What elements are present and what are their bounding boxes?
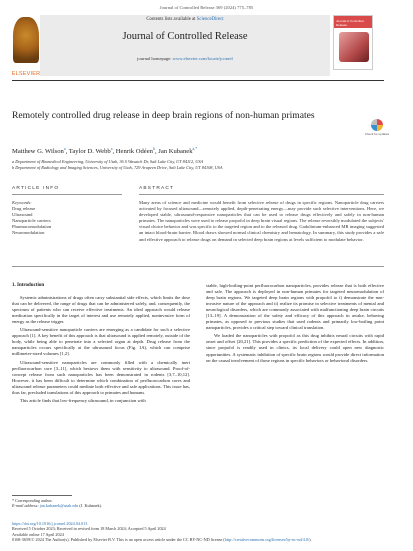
email-note: E-mail address: jan.kubanek@utah.edu (J. Kubanek). (12, 503, 103, 509)
cover-image (339, 32, 369, 62)
elsevier-wordmark: ELSEVIER (11, 71, 41, 77)
crossmark-label: Check for updates (364, 132, 390, 136)
body-paragraph: stable, high-boiling-point perfluorocarbon nanoparticles, provides release that is both effective and safe. The approach is deployed in non-human primates for targeted neuromodulation of deep brain regions. We targeted deep brain regions with propofol to i) demonstrate the non-invasive nature of the approach and ii) realize its promise in selective treatments of mental and neurological disorders, which are commonly associated with malfunctioning deep brain circuits [13–19]. A demonstration of the safety and efficacy of this approach in awake, behaving primates, as opposed to previous studies that used rodents and primarily low-boiling point nanoparticles, provides a critical step toward clinical translation. (206, 283, 384, 331)
affiliation-b: b Department of Radiology and Imaging Sciences, University of Utah, 729 Arapeen Drive, Salt Lake City, UT 84108, USA (12, 165, 223, 170)
publication-dates: Received 5 October 2023; Received in revised form 18 March 2024; Accepted 5 April 2024 (12, 526, 166, 532)
author-name[interactable]: Taylor D. Webb (68, 148, 111, 156)
license-link[interactable]: http://creativecommons.org/licenses/by-nc-nd/4.0/ (224, 537, 310, 543)
tree-logo-icon (13, 17, 39, 63)
publication-info (12, 521, 392, 543)
author-list: Matthew G. Wilson$^a$, Taylor D. Webb$^a$, Henrik Odéen$^b$, Jan Kubanek$^{a,*}$ (12, 146, 198, 156)
keyword: Drug release (12, 206, 36, 211)
abstract-rule (12, 266, 384, 267)
keyword: Neuromodulation (12, 230, 45, 235)
elsevier-logo (12, 15, 40, 77)
author-name[interactable]: Henrik Odéen (115, 148, 153, 156)
crossmark-icon[interactable] (371, 119, 383, 131)
body-column-right (206, 283, 384, 366)
abstract-text: Many areas of science and medicine would benefit from selective release of drugs in specific regions. Nanoparticle drug carriers activated by focused ultrasound—remotely applied, depth-penetrating energy—may provide such selective interventions. Here, we developed stable, ultrasound-responsive nanoparticles that can be used to release drugs effectively and safely in non-human primates. The nanoparticles were used to release propofol in deep brain visual regions. The release reversibly modulated the subjects' visual choice behavior and was specific to the targeted region and to the released drug. Gadolinium-enhanced MR imaging suggested an intact blood-brain barrier. Blood draws showed normal clinical chemistry and hematology. In summary, this study provides a safe and effective approach to release drugs on demand in selected deep brain regions at levels sufficient to modulate behavior. (139, 200, 384, 242)
keyword: Ultrasound (12, 212, 33, 217)
doi-link[interactable]: https://doi.org/10.1016/j.jconrel.2024.04.013 (12, 521, 88, 526)
journal-header-box (40, 15, 330, 76)
body-paragraph: Ultrasound-sensitive nanoparticles are commonly filled with a chemically inert perfluorocarbon core [3–11], which bestows them with sensitivity to ultrasound. Proof-of-concept release from such nanoparticles has been demonstrated in rodents [3,7–10,12]. However, it has been difficult to determine which combination of perfluorocarbon cores and ultrasound release parameters could mediate both effective and safe applications. This issue has, thus far, precluded translations of this approach to primates and humans. (12, 359, 190, 395)
affiliation-a: a Department of Biomedical Engineering, University of Utah, 36 S Wasatch Dr, Salt Lake City, UT 84112, USA (12, 159, 204, 164)
sciencedirect-link[interactable]: ScienceDirect (196, 17, 224, 22)
article-info-heading: ARTICLE INFO (12, 186, 60, 191)
body-paragraph: This article finds that low-frequency ultrasound, in conjunction with (20, 397, 146, 403)
available-online: Available online 17 April 2024 (12, 531, 64, 537)
journal-citation: Journal of Controlled Release 369 (2024) 775–785 (159, 5, 254, 10)
keywords-label: Keywords: (12, 200, 32, 205)
keyword: Nanoparticle carriers (12, 218, 51, 223)
body-column-left (12, 283, 190, 406)
corresponding-author-note: * Corresponding author. (12, 498, 53, 503)
journal-cover-thumbnail: Journal of Controlled Release (333, 15, 373, 70)
keyword: Pharmacomodulation (12, 224, 52, 229)
section-title: 1. Introduction (12, 283, 45, 288)
body-paragraph: Systemic administrations of drugs often carry substantial side effects, which limits the dose that can be delivered, the range of drugs that can be administered safely, and, consequently, the spectrum of patients who can receive effective treatments. An ideal approach would release medication specifically in the target of interest and use remotely applied, noninvasive form of energy as the release trigger. (12, 295, 190, 325)
email-link[interactable]: jan.kubanek@utah.edu (39, 503, 79, 509)
author-name[interactable]: Matthew G. Wilson (12, 148, 64, 156)
keywords-block (12, 200, 122, 236)
journal-homepage-link[interactable]: www.elsevier.com/locate/jconrel (172, 56, 233, 61)
journal-homepage: journal homepage: www.elsevier.com/locate/jconrel (137, 56, 233, 61)
body-paragraph: Ultrasound-sensitive nanoparticle carriers are emerging as a candidate for such a selective approach [1]. A key benefit of this approach is that ultrasound is applied remotely, outside of the body, while being able to penetrate into a selected organ at depth. Drug release from the nanoparticles occurs specifically at the ultrasound focus (Fig. 1A), which can comprise millimeter-sized volumes [1,2]. (12, 327, 190, 357)
body-paragraph: We loaded the nanoparticles with propofol as this drug inhibits neural circuits with rapid onset and offset [20,21]. This provides a specific prediction of the expected effects. In addition, since propofol is readily used in clinics, its local delivery could open new diagnostic opportunities. A systematic inhibition of specific brain regions would provide direct information on the causal involvement of those regions in specific behaviors or behavioral disorders. (206, 333, 384, 363)
article-title: Remotely controlled drug release in deep brain regions of non-human primates (12, 110, 315, 121)
abstract-heading: ABSTRACT (139, 186, 175, 191)
header-rule (12, 80, 384, 81)
journal-title: Journal of Controlled Release (122, 31, 248, 42)
contents-line: Contents lists available at ScienceDirect (146, 17, 224, 22)
footnotes (12, 498, 252, 509)
author-name[interactable]: Jan Kubanek (158, 148, 193, 156)
license-line: 0168-3659/© 2024 The Author(s). Published by Elsevier B.V. This is an open access article under the CC BY-NC-ND license (http://creativecommons.org/licenses/by-nc-nd/4.0/). (12, 537, 312, 543)
